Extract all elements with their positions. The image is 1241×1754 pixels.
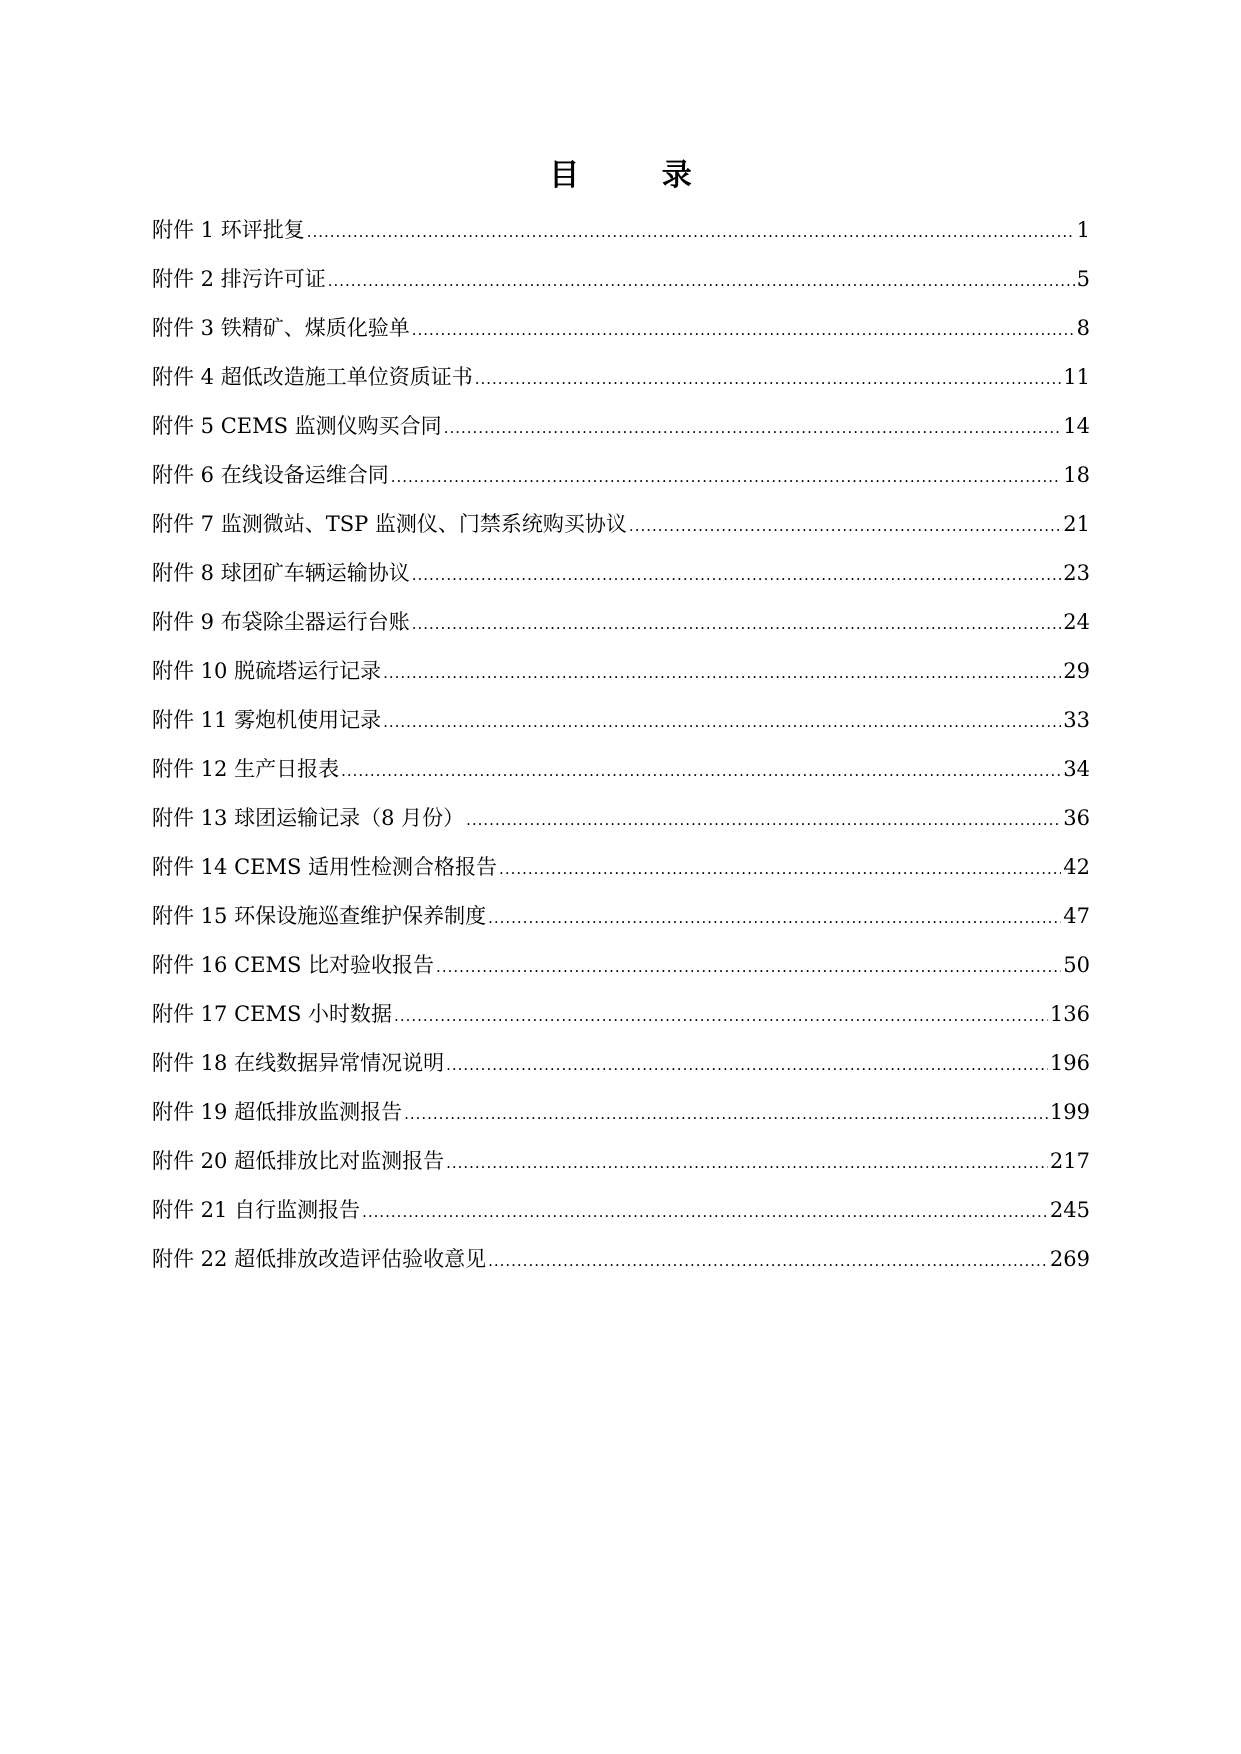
toc-entry-page-number: 245: [1049, 1198, 1090, 1222]
toc-entry-label: 附件 15 环保设施巡查维护保养制度: [152, 904, 487, 928]
toc-entry-17[interactable]: [152, 1002, 1090, 1051]
toc-entry-6[interactable]: [152, 463, 1090, 512]
toc-entry-22[interactable]: [152, 1247, 1090, 1296]
toc-entry-12[interactable]: [152, 757, 1090, 806]
toc-entry-18[interactable]: [152, 1051, 1090, 1100]
toc-entry-label: 附件 19 超低排放监测报告: [152, 1100, 403, 1124]
toc-entry-label: 附件 20 超低排放比对监测报告: [152, 1149, 445, 1173]
toc-entry-page-number: 8: [1076, 316, 1090, 340]
dot-leader: [446, 1151, 1048, 1175]
toc-entry-page-number: 34: [1063, 757, 1090, 781]
toc-entry-5[interactable]: [152, 414, 1090, 463]
toc-entry-label: 附件 4 超低改造施工单位资质证书: [152, 365, 473, 389]
toc-entry-page-number: 217: [1049, 1149, 1090, 1173]
dot-leader: [341, 759, 1061, 783]
dot-leader: [404, 1102, 1048, 1126]
page-title: 目 录: [549, 158, 728, 193]
dot-leader: [412, 563, 1062, 587]
dot-leader: [444, 416, 1062, 440]
toc-entry-4[interactable]: [152, 365, 1090, 414]
dot-leader: [488, 906, 1061, 930]
toc-entry-7[interactable]: [152, 512, 1090, 561]
dot-leader: [394, 1004, 1048, 1028]
toc-entry-page-number: 24: [1063, 610, 1090, 634]
toc-entry-page-number: 21: [1063, 512, 1090, 536]
dot-leader: [466, 808, 1061, 832]
dot-leader: [412, 612, 1062, 636]
dot-leader: [383, 710, 1061, 734]
toc-entry-3[interactable]: [152, 316, 1090, 365]
dot-leader: [446, 1053, 1048, 1077]
toc-entry-page-number: 136: [1049, 1002, 1090, 1026]
toc-entry-page-number: 269: [1049, 1247, 1090, 1271]
toc-entry-page-number: 5: [1076, 267, 1090, 291]
toc-entry-label: 附件 12 生产日报表: [152, 757, 340, 781]
toc-entry-label: 附件 17 CEMS 小时数据: [152, 1002, 393, 1026]
toc-entry-13[interactable]: [152, 806, 1090, 855]
dot-leader: [383, 661, 1061, 685]
toc-entry-page-number: 23: [1063, 561, 1090, 585]
toc-entry-label: 附件 2 排污许可证: [152, 267, 326, 291]
toc-entry-9[interactable]: [152, 610, 1090, 659]
toc-entry-10[interactable]: [152, 659, 1090, 708]
toc-entry-page-number: 18: [1063, 463, 1090, 487]
toc-entry-label: 附件 14 CEMS 适用性检测合格报告: [152, 855, 498, 879]
toc-entry-label: 附件 6 在线设备运维合同: [152, 463, 389, 487]
toc-entry-label: 附件 18 在线数据异常情况说明: [152, 1051, 445, 1075]
dot-leader: [391, 465, 1062, 489]
toc-entry-19[interactable]: [152, 1100, 1090, 1149]
toc-entry-label: 附件 7 监测微站、TSP 监测仪、门禁系统购买协议: [152, 512, 627, 536]
dot-leader: [307, 220, 1075, 244]
toc-entry-label: 附件 22 超低排放改造评估验收意见: [152, 1247, 487, 1271]
toc-entry-label: 附件 8 球团矿车辆运输协议: [152, 561, 410, 585]
toc-entry-page-number: 196: [1049, 1051, 1090, 1075]
toc-entry-page-number: 199: [1049, 1100, 1090, 1124]
toc-entry-label: 附件 9 布袋除尘器运行台账: [152, 610, 410, 634]
toc-entry-page-number: 42: [1063, 855, 1090, 879]
dot-leader: [488, 1249, 1048, 1273]
toc-entry-label: 附件 13 球团运输记录（8 月份）: [152, 806, 465, 830]
toc-entry-8[interactable]: [152, 561, 1090, 610]
toc-entry-label: 附件 1 环评批复: [152, 218, 305, 242]
toc-entry-label: 附件 11 雾炮机使用记录: [152, 708, 382, 732]
toc-entry-page-number: 36: [1063, 806, 1090, 830]
toc-entry-20[interactable]: [152, 1149, 1090, 1198]
toc-entry-label: 附件 5 CEMS 监测仪购买合同: [152, 414, 442, 438]
toc-entry-page-number: 33: [1063, 708, 1090, 732]
dot-leader: [475, 367, 1062, 391]
toc-entry-label: 附件 3 铁精矿、煤质化验单: [152, 316, 410, 340]
toc-entry-11[interactable]: [152, 708, 1090, 757]
toc-entry-page-number: 14: [1063, 414, 1090, 438]
toc-entry-page-number: 47: [1063, 904, 1090, 928]
dot-leader: [436, 955, 1061, 979]
table-of-contents: [152, 218, 1090, 1296]
toc-entry-page-number: 1: [1076, 218, 1090, 242]
toc-entry-page-number: 29: [1063, 659, 1090, 683]
dot-leader: [412, 318, 1075, 342]
toc-entry-page-number: 50: [1063, 953, 1090, 977]
toc-entry-label: 附件 21 自行监测报告: [152, 1198, 361, 1222]
toc-entry-1[interactable]: [152, 218, 1090, 267]
toc-entry-page-number: 11: [1063, 365, 1090, 389]
toc-entry-21[interactable]: [152, 1198, 1090, 1247]
dot-leader: [499, 857, 1061, 881]
toc-entry-16[interactable]: [152, 953, 1090, 1002]
toc-entry-label: 附件 10 脱硫塔运行记录: [152, 659, 382, 683]
dot-leader: [362, 1200, 1048, 1224]
dot-leader: [328, 269, 1075, 293]
toc-entry-15[interactable]: [152, 904, 1090, 953]
toc-entry-label: 附件 16 CEMS 比对验收报告: [152, 953, 435, 977]
toc-entry-2[interactable]: [152, 267, 1090, 316]
toc-entry-14[interactable]: [152, 855, 1090, 904]
dot-leader: [629, 514, 1061, 538]
